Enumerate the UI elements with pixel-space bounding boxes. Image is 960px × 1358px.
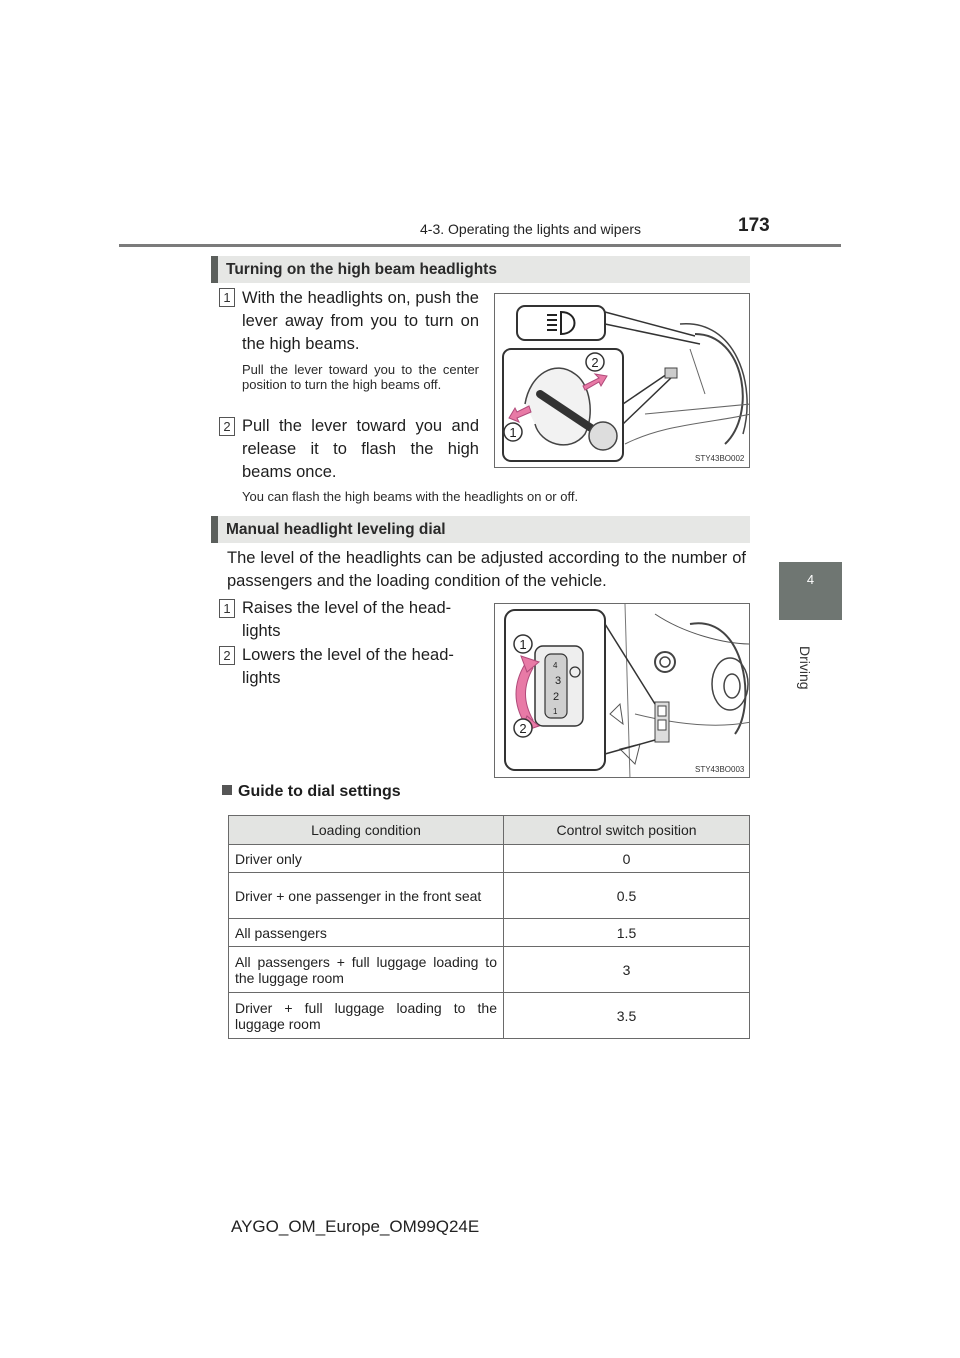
step-number: 2 [219, 417, 235, 436]
dial-settings-table [228, 815, 750, 1039]
chapter-tab [779, 562, 842, 620]
table-header-row [229, 816, 750, 845]
guide-title: Guide to dial settings [238, 783, 401, 800]
chapter-label: Driving [797, 646, 813, 690]
section-title: 4-3. Operating the lights and wipers [420, 221, 642, 237]
page-number: 173 [738, 215, 770, 236]
column-header: Control switch position [504, 816, 750, 845]
dial-mark: 4 [553, 661, 558, 670]
guide-heading [222, 783, 401, 801]
callout-2: 2 [591, 355, 599, 370]
leveling-dial-illustration [494, 603, 750, 778]
callout-2: 2 [519, 721, 527, 736]
header-rule [119, 244, 841, 247]
table-cell: Driver + one passenger in the front seat [229, 873, 504, 919]
table-cell: 0.5 [504, 873, 750, 919]
bullet-square-icon [222, 785, 232, 795]
table-cell: 1.5 [504, 919, 750, 947]
step-number: 2 [219, 646, 235, 665]
lever-drawing [495, 294, 750, 468]
callout-1: 1 [509, 425, 517, 440]
step-number: 1 [219, 599, 235, 618]
section-header-high-beam: Turning on the high beam headlights [211, 256, 750, 283]
section-note: You can flash the high beams with the headlights on or off. [242, 489, 579, 504]
table-cell: 3 [504, 947, 750, 993]
dial-mark: 2 [553, 691, 560, 703]
section-header-leveling: Manual headlight leveling dial [211, 516, 750, 543]
callout-1: 1 [519, 637, 527, 652]
step-text: Lowers the level of the head- lights [242, 646, 454, 687]
dial-mark: 3 [555, 675, 562, 687]
high-beam-illustration [494, 293, 750, 468]
table-cell: 3.5 [504, 993, 750, 1039]
document-code: AYGO_OM_Europe_OM99Q24E [231, 1217, 480, 1236]
table-cell: Driver only [229, 845, 504, 873]
illustration-code: STY43BO002 [695, 454, 745, 463]
step-number: 1 [219, 288, 235, 307]
table-cell: 0 [504, 845, 750, 873]
leveling-intro: The level of the headlights can be adjusted according to the number of passengers and the loading condition of the vehicle. [227, 549, 746, 590]
step-text: Pull the lever toward you and release it to flash the high beams once. [242, 417, 479, 481]
table-row [229, 919, 750, 947]
step-text: Raises the level of the head- lights [242, 599, 452, 640]
dial-mark: 1 [553, 707, 558, 716]
dial-drawing [495, 604, 750, 778]
table-row [229, 947, 750, 993]
table-cell: All passengers [229, 919, 504, 947]
table-row [229, 873, 750, 919]
step-note: Pull the lever toward you to the center position to turn the high beams off. [242, 362, 479, 392]
chapter-number: 4 [806, 572, 815, 587]
illustration-code: STY43BO003 [695, 765, 745, 774]
table-cell: All passengers + full luggage loading to the luggage room [229, 947, 504, 993]
column-header: Loading condition [229, 816, 504, 845]
table-row [229, 993, 750, 1039]
table-row [229, 845, 750, 873]
table-cell: Driver + full luggage loading to the luggage room [229, 993, 504, 1039]
step-text: With the headlights on, push the lever away from you to turn on the high beams. [242, 289, 479, 353]
